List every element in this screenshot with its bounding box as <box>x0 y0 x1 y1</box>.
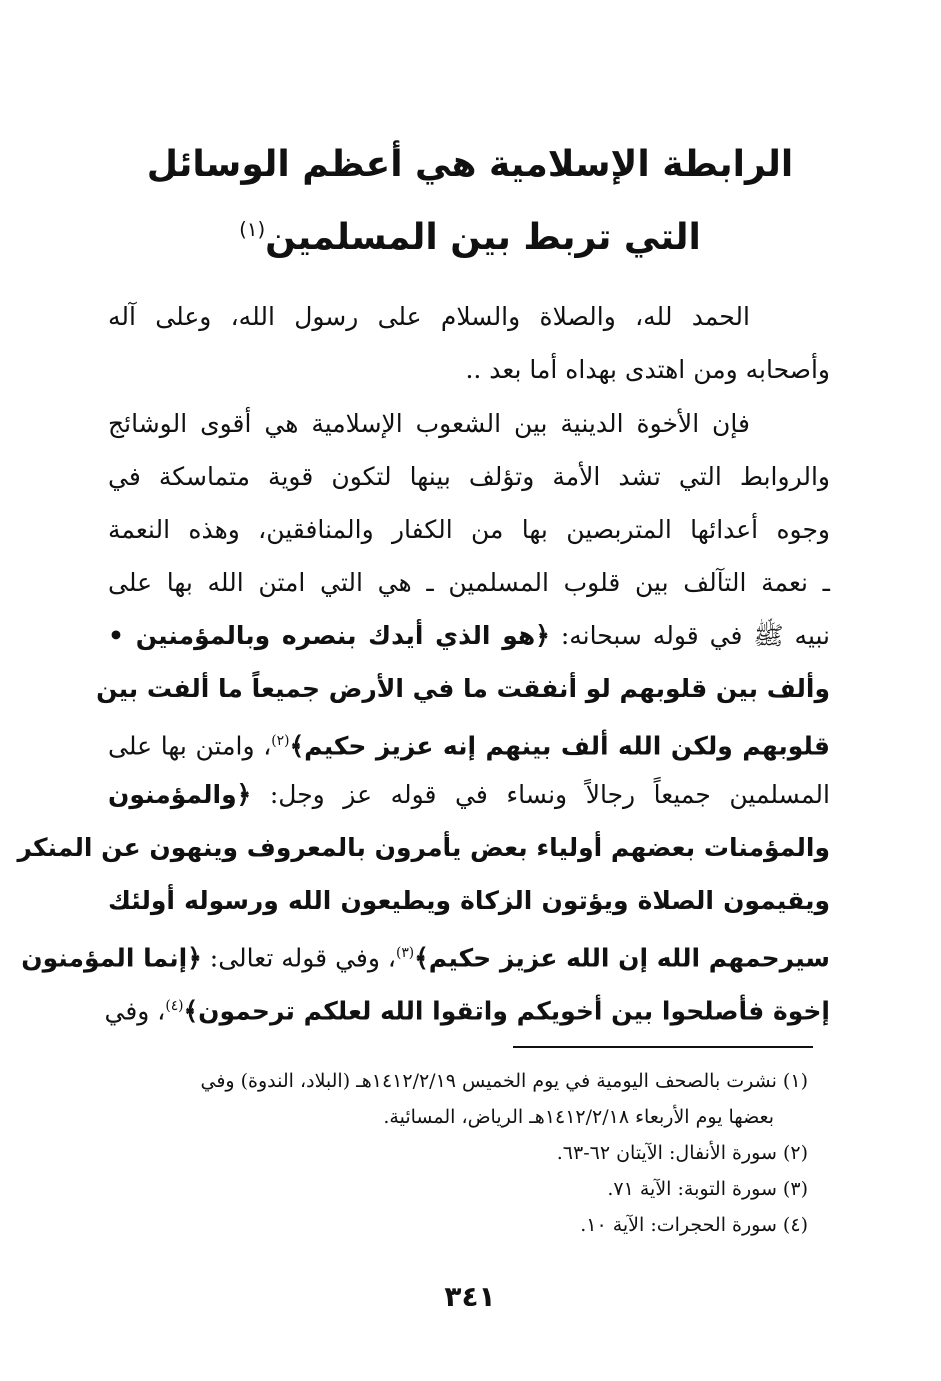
quran-quote-hujurat-start: ﴿إنما المؤمنون <box>21 943 202 973</box>
paragraph-2-line-12 <box>104 980 830 1033</box>
body-text <box>108 290 830 396</box>
title-text-2: التي تربط بين المسلمين <box>265 217 701 258</box>
paragraph-2-line-3: وجوه أعدائها المتربصين بها من الكفار والمنافقين، وهذه النعمة <box>108 515 830 544</box>
quran-quote-tawbah-start: ﴿والمؤمنون <box>108 780 252 809</box>
line-12-text: ، وفي <box>104 996 166 1026</box>
footnote-1-line-1: (١) نشرت بالصحف اليومية في يوم الخميس ١٤١٢/٢/١٩هـ (البلاد، الندوة) وفي <box>200 1070 808 1092</box>
quran-quote-tawbah-middle-2: ويقيمون الصلاة ويؤتون الزكاة ويطيعون الله ورسوله أولئك <box>108 886 830 915</box>
quran-quote-hujurat-end: إخوة فأصلحوا بين أخويكم واتقوا الله لعلكم ترحمون﴾ <box>183 996 830 1026</box>
quran-quote-anfal-end: قلوبهم ولكن الله ألف بينهم إنه عزيز حكيم﴾ <box>289 731 830 761</box>
quran-quote-tawbah-end: سيرحمهم الله إن الله عزيز حكيم﴾ <box>414 943 830 973</box>
paragraph-1-line-1: الحمد لله، والصلاة والسلام على رسول الله، وعلى آله <box>108 302 750 331</box>
quran-quote-tawbah-middle-1: والمؤمنات بعضهم أولياء بعض يأمرون بالمعروف وينهون عن المنكر <box>17 833 830 862</box>
line-8-text: المسلمين جميعاً رجالاً ونساء في قوله عز وجل: <box>251 780 830 809</box>
paragraph-2-line-5 <box>108 609 830 662</box>
quran-quote-anfal-start: ﴿هو الذي أيدك بنصره وبالمؤمنين • <box>108 621 550 650</box>
footnote-ref-2: (٢) <box>271 733 290 749</box>
footnote-ref-3: (٣) <box>395 945 415 961</box>
paragraph-2-line-7 <box>108 715 830 768</box>
paragraph-2-line-4: ـ نعمة التآلف بين قلوب المسلمين ـ هي التي امتن الله بها على <box>108 568 830 597</box>
footnote-separator <box>513 1046 813 1048</box>
footnote-3: (٣) سورة التوبة: الآية ٧١. <box>607 1178 808 1200</box>
title-footnote-ref: (١) <box>239 218 266 241</box>
line-11-text: ، وفي قوله تعالى: <box>201 943 396 973</box>
footnote-1-line-2: بعضها يوم الأربعاء ١٤١٢/٢/١٨هـ الرياض، المسائية. <box>383 1106 774 1128</box>
paragraph-2-line-2: والروابط التي تشد الأمة وتؤلف بينها لتكون قوية متماسكة في <box>108 462 830 491</box>
footnote-ref-4: (٤) <box>165 998 184 1014</box>
paragraph-1-line-2: وأصحابه ومن اهتدى بهداه أما بعد .. <box>465 355 830 384</box>
chapter-title-line-1 <box>100 140 840 190</box>
footnote-2: (٢) سورة الأنفال: الآيتان ٦٢-٦٣. <box>556 1142 808 1164</box>
line-7-text: ، وامتن بها على <box>108 731 272 761</box>
footnote-4: (٤) سورة الحجرات: الآية ١٠. <box>580 1214 808 1236</box>
line-5-text: نبيه ﷺ في قوله سبحانه: <box>549 621 830 650</box>
quran-quote-anfal-middle: وألف بين قلوبهم لو أنفقت ما في الأرض جميعاً ما ألفت بين <box>96 674 830 703</box>
paragraph-2-line-1: فإن الأخوة الدينية بين الشعوب الإسلامية هي أقوى الوشائج <box>108 409 750 438</box>
paragraph-2-line-11 <box>21 927 830 980</box>
paragraph-2-line-8 <box>108 768 830 821</box>
paragraph-2 <box>17 397 830 1033</box>
page-number: ٣٤١ <box>444 1280 496 1313</box>
footnotes <box>108 1063 808 1243</box>
chapter-title-line-2 <box>100 205 840 263</box>
title-text-1: الرابطة الإسلامية هي أعظم الوسائل <box>146 144 794 185</box>
